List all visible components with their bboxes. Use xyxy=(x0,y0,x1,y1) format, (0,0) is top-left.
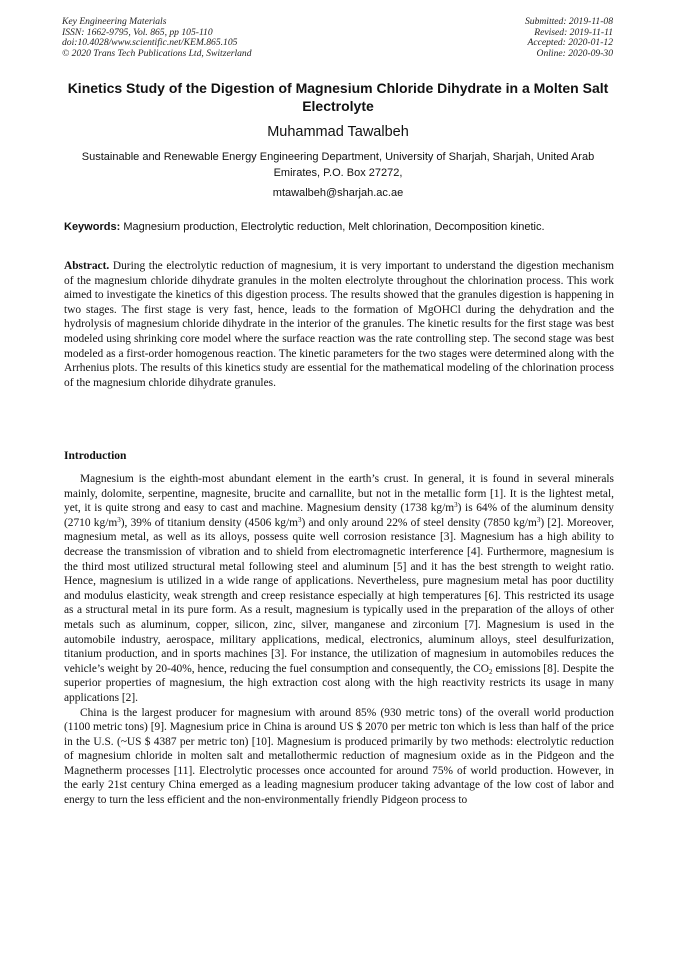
submission-dates xyxy=(525,17,613,59)
keywords-label: Keywords: xyxy=(64,221,121,233)
date-accepted: Accepted: 2020-01-12 xyxy=(527,37,613,49)
author-affiliation: Sustainable and Renewable Energy Engineering Department, University of Sharjah, Sharjah, United Arab Emirates, P.O. Box 27272, xyxy=(81,151,595,179)
abstract-label: Abstract. xyxy=(64,260,110,272)
abstract xyxy=(64,259,614,390)
journal-info xyxy=(62,17,252,59)
introduction-heading: Introduction xyxy=(64,450,127,462)
date-revised: Revised: 2019-11-11 xyxy=(534,26,613,38)
keywords xyxy=(64,221,616,233)
paper-title: Kinetics Study of the Digestion of Magnesium Chloride Dihydrate in a Molten Salt Electrolyte xyxy=(67,80,609,114)
journal-name: Key Engineering Materials xyxy=(62,16,167,27)
abstract-text: During the electrolytic reduction of magnesium, it is very important to understand the digestion mechanism of the magnesium chloride dihydrate granules in the molten electrolyte throughout the chlorination process. This work aimed to investigate the kinetics of this digestion process. The results showed that the granules digestion is happening in two stages. The first stage is very fast, hence, leads to the formation of MgOHCl during the dehydration and the hydrolysis of magnesium chloride dihydrate in the interior of the granules. The kinetic results for the first stage was best modeled using shrinking core model where the surface reaction was the rate controlling step. The second stage was best modeled as a first-order homogenous reaction. The kinetic parameters for the two stages were determined along with the Arrhenius plots. The results of this kinetics study are essential for the mathematical modeling of the chlorination process of the magnesium chloride dihydrate granules. xyxy=(64,260,614,389)
journal-copyright: © 2020 Trans Tech Publications Ltd, Switzerland xyxy=(62,47,252,59)
journal-issn: ISSN: 1662-9795, Vol. 865, pp 105-110 xyxy=(62,26,213,38)
introduction-paragraph-1: Magnesium is the eighth-most abundant element in the earth’s crust. In general, it is found in several minerals mainly, dolomite, serpentine, magnesite, brucite and carnallite, but not in the metallic form [1]. It is the lightest metal, yet, it is quite strong and easy to cast and machine. Magnesium density (1738 $kg/m^3$) is 64% of the aluminum density (2710 $kg/m^3$), 39% of titanium density (4506 $kg/m^3$) and only around 22% of steel density (7850 $kg/m^3$) [2]. Moreover, magnesium metal, as well as its alloys, possess quite well corrosion resistance [3]. Magnesium has a high ability to decrease the transmission of vibration and to shield from electromagnetic interference [4]. Furthermore, magnesium is the third most utilized structural metal following steel and aluminum [5] and it has the best strength to weight ratio. Hence, magnesium is utilized in a wide range of applications. Nevertheless, pure magnesium metal has poor ductility and modulus elasticity, weak strength and creep resistance especially at high temperatures [6]. This restricted its usage as a structural metal in its pure form. As a result, magnesium is typically used in the preparation of the alloys of other metals such as aluminum, copper, silicon, zinc, silver, manganese and zirconium [7]. Magnesium is used in the automobile industry, aerospace, military applications, medical, electronics, aluminum alloys, steel desulfurization, titanium production, and in sports machines [3]. For instance, the utilization of magnesium in automobiles reduces the vehicle’s weight by 20-40%, hence, reducing the fuel consumption and consequently, the $CO_2$ emissions [8]. Despite the superior properties of magnesium, the high extraction cost along with the high reactivity restricts its usage in many applications [2]. xyxy=(64,473,615,704)
introduction-paragraph-2: China is the largest producer for magnesium with around 85% (930 metric tons) of the overall world production (1100 metric tons) [9]. Magnesium price in China is around US $ 2070 per metric ton which is less than half of the price in the U.S. (~US $ 4387 per metric ton) [10]. Magnesium is produced primarily by two methods: electrolytic reduction of magnesium chloride in molten salt and metallothermic reduction of magnesium oxide as in the Pidgeon and the Magnetherm processes [11]. Electrolytic processes once accounted for around 75% of world production. However, in the early 21st century China emerged as a leading magnesium producer taking advantage of the low cost of labor and energy to turn the less efficient and the non-environmentally friendly Pidgeon process to xyxy=(64,706,614,807)
introduction-body xyxy=(64,472,614,808)
author-email[interactable]: mtawalbeh@sharjah.ac.ae xyxy=(272,187,404,199)
date-submitted: Submitted: 2019-11-08 xyxy=(524,16,613,27)
author-name: Muhammad Tawalbeh xyxy=(267,124,409,140)
journal-doi: doi:10.4028/www.scientific.net/KEM.865.105 xyxy=(62,37,238,49)
date-online: Online: 2020-09-30 xyxy=(536,47,613,59)
keywords-text: Magnesium production, Electrolytic reduction, Melt chlorination, Decomposition kinetic. xyxy=(123,221,545,233)
